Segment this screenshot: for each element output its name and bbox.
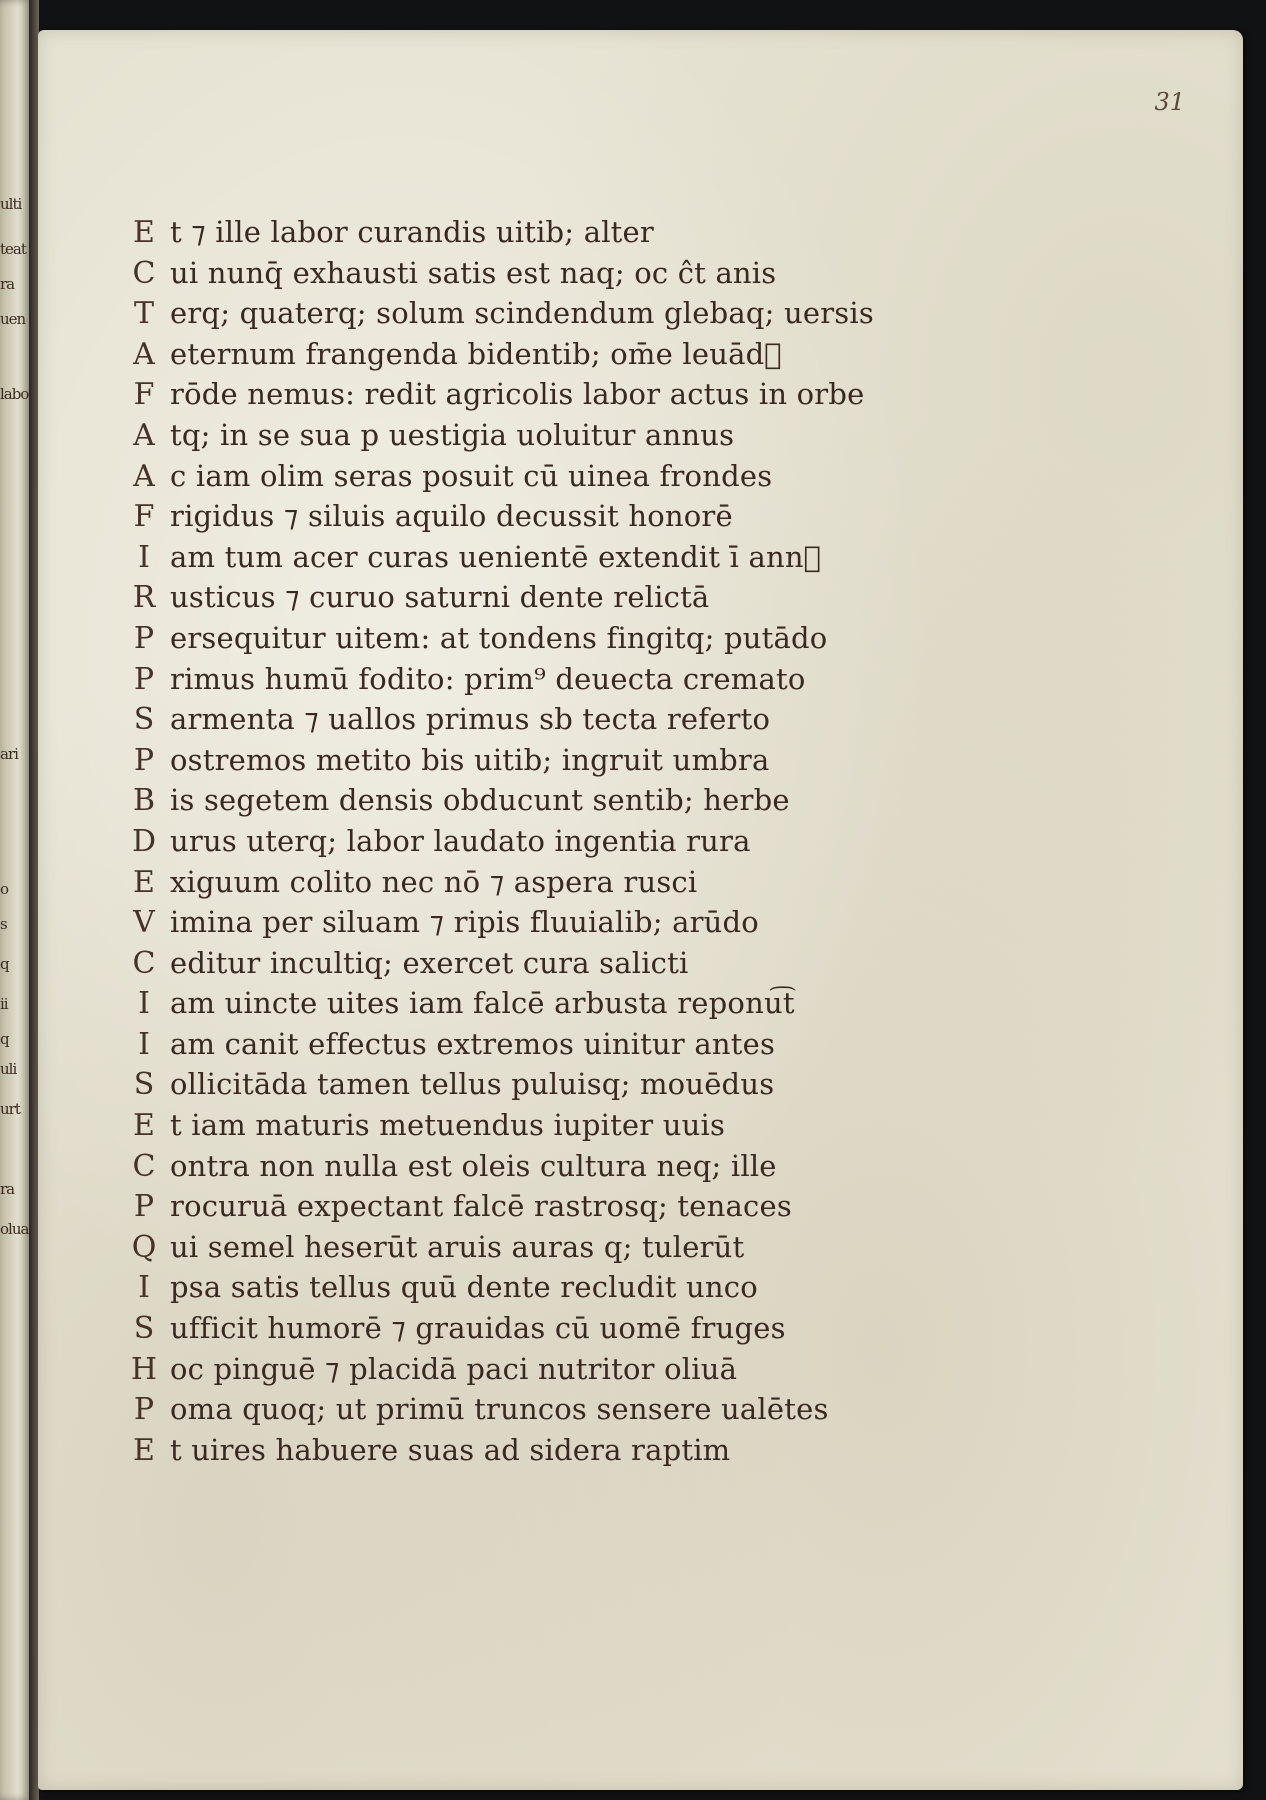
verse-text: imina per siluam ⁊ ripis fluuialib; arūdo [170, 905, 759, 940]
previous-page-fragment: uen [0, 310, 26, 328]
verse-text: oc pinguē ⁊ placidā paci nutritor oliuā [170, 1351, 738, 1386]
verse-initial: P [133, 1392, 155, 1428]
verse-initial: I [138, 1026, 150, 1062]
verse-text: editur incultiq; exercet cura salicti [170, 945, 689, 980]
verse-initial: Q [131, 1229, 157, 1265]
verse-initial: C [132, 1148, 156, 1184]
previous-page-fragment: olua [0, 1220, 29, 1238]
verse-initial: B [132, 783, 156, 819]
verse-line [118, 1392, 1118, 1433]
verse-line [118, 418, 1118, 459]
verse-line [118, 459, 1118, 500]
verse-text: eternum frangenda bidentib; om̄e leuād᷑ [170, 336, 782, 371]
previous-page-fragment: ii [0, 995, 8, 1013]
verse-text: am tum acer curas uenientē extendit ī ann᷑ [170, 539, 822, 574]
verse-text: t ⁊ ille labor curandis uitib; alter [170, 215, 654, 249]
verse-line [118, 1067, 1118, 1108]
verse-line [118, 1189, 1118, 1230]
verse-text: urus uterq; labor laudato ingentia rura [170, 823, 751, 858]
verse-text: armenta ⁊ uallos primus sb tecta referto [170, 702, 771, 737]
verse-initial: A [133, 458, 155, 494]
verse-text: t iam maturis metuendus iupiter uuis [170, 1108, 726, 1143]
verse-text: rigidus ⁊ siluis aquilo decussit honorē [170, 499, 733, 534]
verse-line [118, 215, 1118, 256]
folio-number: 31 [1154, 88, 1185, 116]
verse-initial: D [131, 823, 157, 859]
verse-line [118, 1352, 1118, 1393]
verse-initial: C [132, 255, 156, 291]
verse-text: ontra non nulla est oleis cultura neq; ille [170, 1148, 777, 1183]
verse-initial: R [132, 580, 156, 616]
previous-page-fragment: q [0, 955, 9, 973]
verse-text: usticus ⁊ curuo saturni dente relictā [170, 580, 710, 615]
verse-line [118, 1027, 1118, 1068]
verse-line [118, 540, 1118, 581]
verse-text: ui semel heserūt aruis auras q; tulerūt [170, 1229, 745, 1264]
verse-text: am canit effectus extremos uinitur antes [170, 1026, 776, 1061]
verse-initial: E [133, 1108, 155, 1144]
verse-line [118, 1270, 1118, 1311]
verse-line [118, 783, 1118, 824]
verse-line [118, 580, 1118, 621]
verse-line [118, 621, 1118, 662]
verse-line [118, 702, 1118, 743]
verse-line [118, 256, 1118, 297]
verse-initial: F [133, 499, 155, 535]
verse-line [118, 986, 1118, 1027]
verse-line [118, 1149, 1118, 1190]
verse-initial: A [133, 336, 155, 372]
verse-line [118, 662, 1118, 703]
verse-text: am uincte uites iam falcē arbusta reponu͡t [170, 986, 795, 1021]
manuscript-leaf [38, 30, 1243, 1790]
verse-line [118, 499, 1118, 540]
verse-text: c iam olim seras posuit cū uinea frondes [170, 458, 773, 493]
verse-initial: I [138, 1270, 150, 1306]
verse-line [118, 1311, 1118, 1352]
verse-text: ufficit humorē ⁊ grauidas cū uomē fruges [170, 1311, 786, 1346]
verse-text: ollicitāda tamen tellus puluisq; mouēdus [170, 1067, 775, 1102]
verse-initial: P [133, 1189, 155, 1225]
previous-page-fragment: urt [0, 1100, 20, 1118]
verse-text: is segetem densis obducunt sentib; herbe [170, 783, 790, 818]
verse-text: tq; in se sua p uestigia uoluitur annus [170, 417, 735, 452]
previous-page-fragment: labo [0, 385, 29, 403]
verse-initial: T [133, 296, 154, 332]
verse-line [118, 865, 1118, 906]
verse-line [118, 946, 1118, 987]
verse-initial: I [138, 539, 150, 575]
verse-line [118, 1433, 1118, 1474]
verse-line [118, 377, 1118, 418]
verse-initial: P [133, 620, 155, 656]
verse-initial: P [133, 742, 155, 778]
verse-text: rimus humū fodito: prim⁹ deuecta cremato [170, 661, 806, 696]
verse-text: rocuruā expectant falcē rastrosq; tenaces [170, 1189, 792, 1224]
verse-line [118, 824, 1118, 865]
verse-text: ui nunq̄ exhausti satis est naq; oc ĉt anis [170, 255, 777, 290]
verse-line [118, 743, 1118, 784]
verse-initial: H [130, 1351, 158, 1387]
previous-page-fragment: ra [0, 1180, 15, 1198]
previous-page-fragment: uli [0, 1060, 17, 1078]
verse-initial: A [133, 417, 155, 453]
previous-page-edge [0, 0, 30, 1800]
verse-line [118, 296, 1118, 337]
previous-page-fragment: s [0, 915, 7, 933]
verse-initial: I [138, 986, 150, 1022]
verse-initial: C [132, 945, 156, 981]
verse-initial: E [133, 215, 155, 250]
verse-text: psa satis tellus quū dente recludit unco [170, 1270, 758, 1305]
verse-initial: E [133, 864, 155, 900]
verse-line [118, 905, 1118, 946]
verse-initial: E [133, 1432, 155, 1468]
verse-line [118, 1108, 1118, 1149]
previous-page-fragment: teat [0, 240, 26, 258]
verse-text: ersequitur uitem: at tondens fingitq; putādo [170, 620, 828, 655]
verse-list [118, 215, 1118, 1473]
previous-page-fragment: ulti [0, 195, 22, 213]
verse-text: t uires habuere suas ad sidera raptim [170, 1432, 731, 1467]
verse-initial: V [133, 905, 155, 941]
verse-text: ostremos metito bis uitib; ingruit umbra [170, 742, 770, 777]
verse-initial: S [133, 1311, 155, 1347]
verse-text: rōde nemus: redit agricolis labor actus in orbe [170, 377, 865, 412]
previous-page-fragment: q [0, 1030, 9, 1048]
verse-line [118, 337, 1118, 378]
previous-page-fragment: ari [0, 745, 18, 763]
verse-initial: F [133, 377, 155, 413]
verse-text: oma quoq; ut primū truncos sensere ualētes [170, 1392, 829, 1427]
previous-page-fragment: o [0, 880, 9, 898]
verse-initial: S [133, 702, 155, 738]
verse-text: xiguum colito nec nō ⁊ aspera rusci [170, 864, 698, 899]
verse-text: erq; quaterq; solum scindendum glebaq; uersis [170, 296, 874, 331]
verse-initial: P [133, 661, 155, 697]
previous-page-fragment: ra [0, 275, 15, 293]
verse-initial: S [133, 1067, 155, 1103]
verse-line [118, 1230, 1118, 1271]
